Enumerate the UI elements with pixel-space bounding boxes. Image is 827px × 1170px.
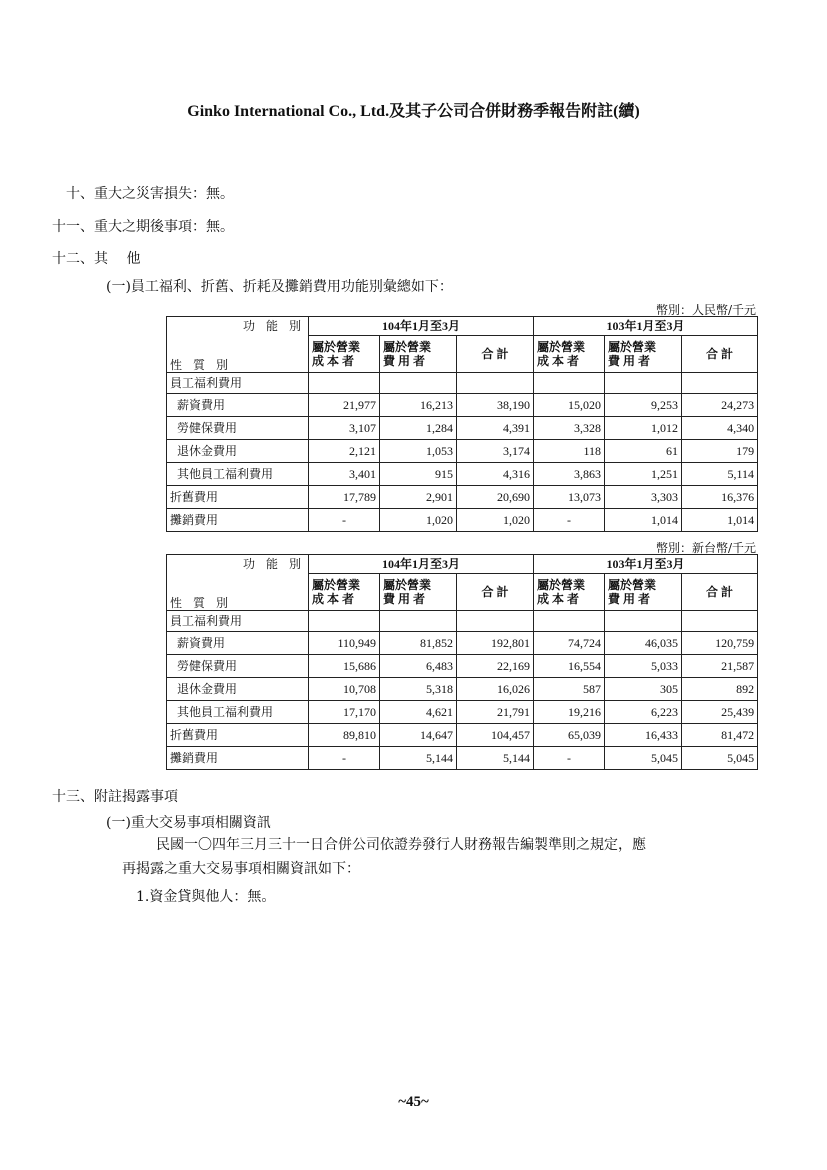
cell-value: 38,190 [457, 394, 534, 417]
cell-value: 9,253 [605, 394, 682, 417]
cell-value: 192,801 [457, 632, 534, 655]
cell-value: 14,647 [380, 724, 457, 747]
cell-value: 16,213 [380, 394, 457, 417]
cell-value: 5,114 [682, 463, 758, 486]
cell-value: 15,686 [309, 655, 380, 678]
table-column-header-row [167, 336, 758, 373]
cell-value: 3,401 [309, 463, 380, 486]
cell-value: 305 [605, 678, 682, 701]
column-header: 屬於營業 費 用 者 [380, 336, 457, 373]
table-row [167, 678, 758, 701]
section-13: 十三、附註揭露事項 [52, 789, 178, 805]
cell-value: 118 [534, 440, 605, 463]
cell-value: - [534, 747, 605, 770]
cell-value: 915 [380, 463, 457, 486]
cell-value: - [309, 747, 380, 770]
table-1-unit: 幣別：人民幣/千元 [655, 303, 756, 317]
cell-value: 104,457 [457, 724, 534, 747]
cell-value: 5,033 [605, 655, 682, 678]
column-header: 屬於營業 成 本 者 [309, 574, 380, 611]
cell-value: 3,328 [534, 417, 605, 440]
cell-value: 1,014 [682, 509, 758, 532]
cell-value: 25,439 [682, 701, 758, 724]
nature-label: 性 質 別 [167, 336, 309, 373]
cell-value: 587 [534, 678, 605, 701]
section-13-paragraph-line-2: 再揭露之重大交易事項相關資訊如下： [122, 861, 360, 877]
section-11: 十一、重大之期後事項：無。 [52, 219, 234, 235]
cell-value: 6,483 [380, 655, 457, 678]
row-label: 攤銷費用 [167, 747, 309, 770]
cell-value: 21,587 [682, 655, 758, 678]
cell-value: 3,107 [309, 417, 380, 440]
column-header: 合 計 [457, 336, 534, 373]
function-label: 功 能 別 [167, 317, 309, 336]
cell-value: 2,121 [309, 440, 380, 463]
period-header: 104年1月至3月 [309, 317, 534, 336]
cell-value: 120,759 [682, 632, 758, 655]
table-row [167, 486, 758, 509]
cell-value: 46,035 [605, 632, 682, 655]
cell-value: 21,791 [457, 701, 534, 724]
table-row [167, 747, 758, 770]
column-header: 合 計 [457, 574, 534, 611]
cell-value: 5,045 [605, 747, 682, 770]
period-header: 103年1月至3月 [534, 317, 758, 336]
table-row [167, 701, 758, 724]
cell-value: 65,039 [534, 724, 605, 747]
table-column-header-row [167, 574, 758, 611]
cell-value: 20,690 [457, 486, 534, 509]
cell-value: 1,284 [380, 417, 457, 440]
expense-table-twd [166, 554, 758, 770]
row-label: 其他員工福利費用 [167, 701, 309, 724]
table-2-unit: 幣別：新台幣/千元 [655, 541, 756, 555]
cell-value: 1,012 [605, 417, 682, 440]
table-period-row [167, 555, 758, 574]
column-header: 屬於營業 費 用 者 [605, 574, 682, 611]
cell-value: 19,216 [534, 701, 605, 724]
cell-value: 61 [605, 440, 682, 463]
row-label: 其他員工福利費用 [167, 463, 309, 486]
cell-value: 4,316 [457, 463, 534, 486]
cell-value: 10,708 [309, 678, 380, 701]
section-13-paragraph-line-1: 民國一〇四年三月三十一日合併公司依證券發行人財務報告編製準則之規定，應 [156, 837, 646, 853]
cell-value: 5,144 [457, 747, 534, 770]
column-header: 合 計 [682, 574, 758, 611]
cell-value: 4,621 [380, 701, 457, 724]
cell-value: 892 [682, 678, 758, 701]
cell-value: 5,318 [380, 678, 457, 701]
table-row [167, 509, 758, 532]
cell-value: 16,433 [605, 724, 682, 747]
section-13-subitem-1: 1.資金貸與他人：無。 [136, 889, 276, 905]
table-row [167, 655, 758, 678]
function-label: 功 能 別 [167, 555, 309, 574]
cell-value: 24,273 [682, 394, 758, 417]
cell-value: 1,014 [605, 509, 682, 532]
cell-value: 74,724 [534, 632, 605, 655]
cell-value: 17,170 [309, 701, 380, 724]
table-category-row [167, 373, 758, 394]
table-row [167, 440, 758, 463]
cell-value: 4,340 [682, 417, 758, 440]
table-row [167, 724, 758, 747]
page-title: Ginko International Co., Ltd.及其子公司合併財務季報告附註(續) [187, 103, 640, 120]
section-12: 十二、其 他 [52, 251, 141, 267]
cell-value: 16,376 [682, 486, 758, 509]
category-label: 員工福利費用 [167, 373, 309, 394]
row-label: 折舊費用 [167, 486, 309, 509]
cell-value: 1,251 [605, 463, 682, 486]
column-header: 屬於營業 成 本 者 [534, 336, 605, 373]
column-header: 合 計 [682, 336, 758, 373]
cell-value: 179 [682, 440, 758, 463]
section-10: 十、重大之災害損失：無。 [66, 186, 234, 202]
table-row [167, 632, 758, 655]
cell-value: 1,053 [380, 440, 457, 463]
nature-label: 性 質 別 [167, 574, 309, 611]
row-label: 攤銷費用 [167, 509, 309, 532]
cell-value: 1,020 [457, 509, 534, 532]
cell-value: 13,073 [534, 486, 605, 509]
cell-value: 16,554 [534, 655, 605, 678]
row-label: 折舊費用 [167, 724, 309, 747]
cell-value: 5,144 [380, 747, 457, 770]
section-12-item-1: (一)員工福利、折舊、折耗及攤銷費用功能別彙總如下： [106, 279, 453, 295]
table-row [167, 394, 758, 417]
cell-value: 2,901 [380, 486, 457, 509]
cell-value: 16,026 [457, 678, 534, 701]
cell-value: 21,977 [309, 394, 380, 417]
cell-value: - [309, 509, 380, 532]
cell-value: 3,863 [534, 463, 605, 486]
table-period-row [167, 317, 758, 336]
row-label: 薪資費用 [167, 394, 309, 417]
cell-value: 5,045 [682, 747, 758, 770]
table-category-row [167, 611, 758, 632]
section-13-item-1: (一)重大交易事項相關資訊 [106, 815, 271, 831]
table-row [167, 463, 758, 486]
cell-value: - [534, 509, 605, 532]
cell-value: 15,020 [534, 394, 605, 417]
table-row [167, 417, 758, 440]
period-header: 104年1月至3月 [309, 555, 534, 574]
cell-value: 22,169 [457, 655, 534, 678]
cell-value: 17,789 [309, 486, 380, 509]
cell-value: 1,020 [380, 509, 457, 532]
category-label: 員工福利費用 [167, 611, 309, 632]
cell-value: 81,472 [682, 724, 758, 747]
column-header: 屬於營業 費 用 者 [380, 574, 457, 611]
row-label: 勞健保費用 [167, 417, 309, 440]
row-label: 薪資費用 [167, 632, 309, 655]
cell-value: 110,949 [309, 632, 380, 655]
column-header: 屬於營業 費 用 者 [605, 336, 682, 373]
column-header: 屬於營業 成 本 者 [309, 336, 380, 373]
row-label: 退休金費用 [167, 440, 309, 463]
period-header: 103年1月至3月 [534, 555, 758, 574]
cell-value: 89,810 [309, 724, 380, 747]
page-number: ~45~ [398, 1094, 429, 1110]
cell-value: 3,174 [457, 440, 534, 463]
expense-table-rmb [166, 316, 758, 532]
cell-value: 3,303 [605, 486, 682, 509]
column-header: 屬於營業 成 本 者 [534, 574, 605, 611]
row-label: 退休金費用 [167, 678, 309, 701]
cell-value: 4,391 [457, 417, 534, 440]
cell-value: 6,223 [605, 701, 682, 724]
row-label: 勞健保費用 [167, 655, 309, 678]
cell-value: 81,852 [380, 632, 457, 655]
